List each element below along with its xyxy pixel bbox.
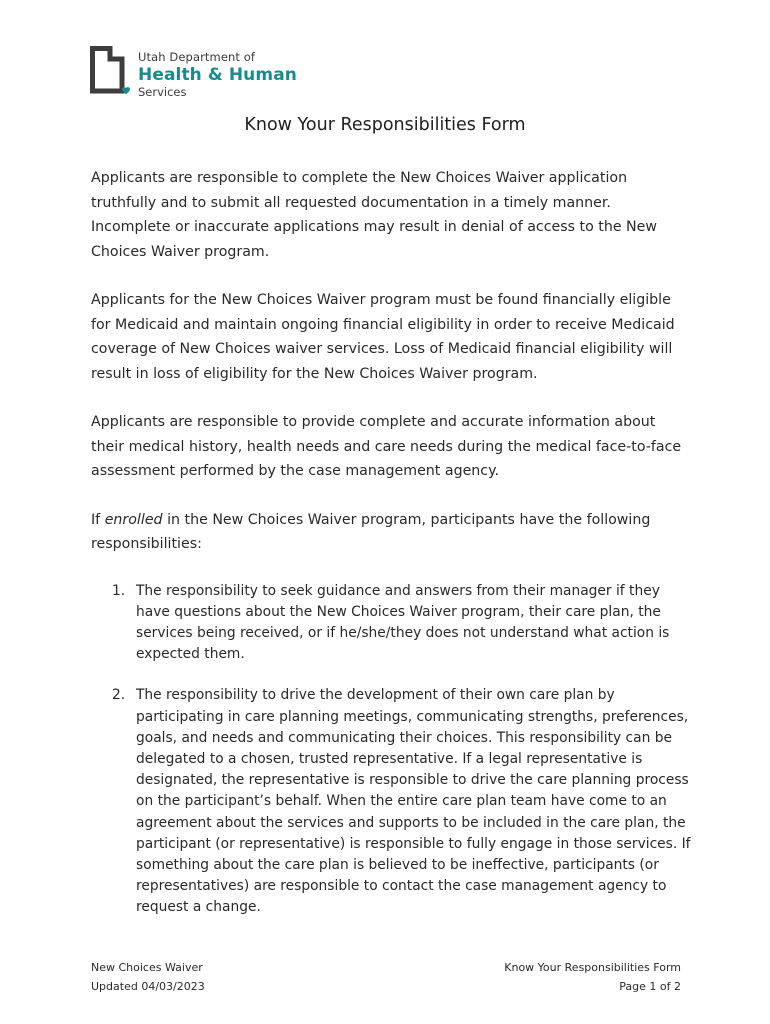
footer-updated-date: Updated 04/03/2023 bbox=[91, 980, 205, 993]
list-item-text: The responsibility to drive the development of their own care plan by participating in care planning meetings, communicating strengths, preferences, goals, and needs and communicating their choices. This responsibility can be delegated to a chosen, trusted representative. If a legal representative is designated, the representative is responsible to drive the care planning process on the participant’s behalf. When the entire care plan team have come to an agreement about the services and supports to be included in the care plan, the participant (or representative) is responsible to fully engage in those services. If something about the care plan is believed to be ineffective, participants (or representatives) are responsible to contact the case management agency to request a change. bbox=[136, 687, 691, 916]
list-item-text: The responsibility to seek guidance and answers from their manager if they have questions about the New Choices Waiver program, their care plan, the services being received, or if he/she/they does not understand what action is expected them. bbox=[136, 582, 670, 663]
page-title: Know Your Responsibilities Form bbox=[244, 115, 526, 135]
paragraph-medical-history: Applicants are responsible to provide complete and accurate information about their medical history, health needs and care needs during the medical face-to-face assessment performed by the case management agency. bbox=[91, 414, 682, 479]
list-item bbox=[91, 685, 691, 918]
footer-left bbox=[91, 958, 205, 996]
footer-form-name: Know Your Responsibilities Form bbox=[504, 961, 681, 974]
intro-emphasis: enrolled bbox=[104, 511, 163, 528]
responsibilities-list bbox=[91, 581, 691, 919]
list-item-number: 1. bbox=[112, 582, 126, 599]
logo-line-1: Utah Department of bbox=[138, 50, 256, 64]
utah-state-heart-icon bbox=[90, 46, 134, 96]
footer-program: New Choices Waiver bbox=[91, 961, 203, 974]
list-item bbox=[91, 581, 691, 666]
intro-suffix: in the New Choices Waiver program, participants have the following responsibilities: bbox=[91, 511, 651, 552]
paragraph-financial-eligibility: Applicants for the New Choices Waiver program must be found financially eligible for Medicaid and maintain ongoing financial eligibility in order to receive Medicaid coverage of New Choices waiver services. Loss of Medicaid financial eligibility will result in loss of eligibility for the New Choices Waiver program. bbox=[91, 292, 675, 382]
logo-text bbox=[138, 52, 297, 98]
paragraph-application: Applicants are responsible to complete the New Choices Waiver application truthfully and to submit all requested documentation in a timely manner. Incomplete or inaccurate applications may result in denial of access to the New Choices Waiver program. bbox=[91, 170, 658, 260]
document-body bbox=[91, 166, 691, 939]
footer-page-number: Page 1 of 2 bbox=[619, 980, 681, 993]
intro-prefix: If bbox=[91, 511, 101, 528]
logo-line-2: Health & Human bbox=[138, 64, 297, 85]
paragraph-enrolled-intro bbox=[91, 508, 691, 557]
list-item-number: 2. bbox=[112, 687, 126, 704]
agency-logo bbox=[90, 46, 310, 98]
footer-right bbox=[504, 958, 681, 996]
logo-line-3: Services bbox=[138, 84, 187, 99]
